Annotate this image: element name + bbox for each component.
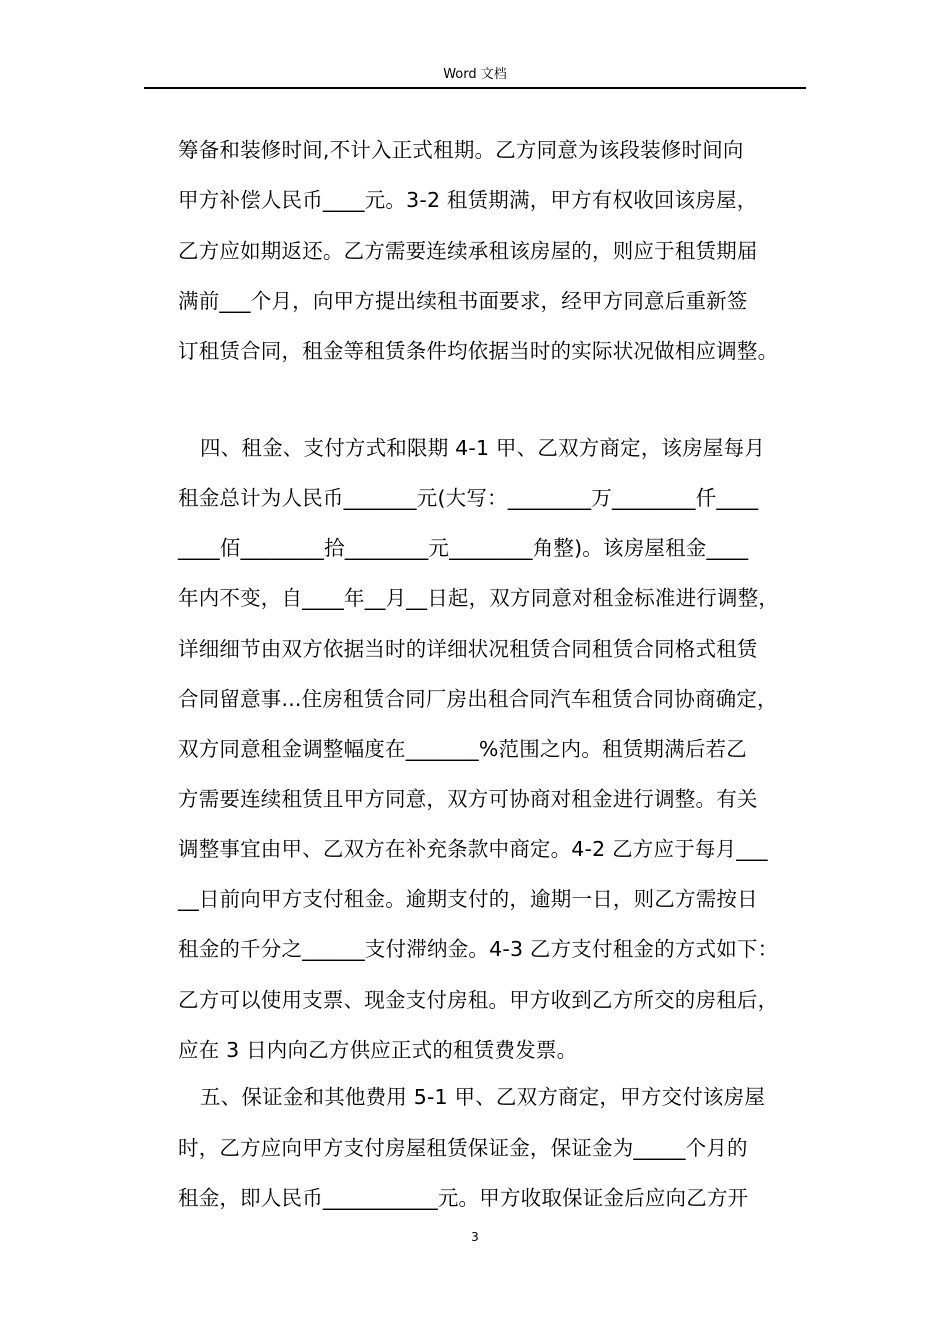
body-line: 详细细节由双方依据当时的详细状况租赁合同租赁合同格式租赁 xyxy=(178,637,758,661)
body-line: 乙方可以使用支票、现金支付房租。甲方收到乙方所交的房租后， xyxy=(178,988,779,1012)
body-line: ____佰________拾________元________角整)。该房屋租金____ xyxy=(178,536,749,560)
section-heading-line: 五、保证金和其他费用 5-1 甲、乙双方商定，甲方交付该房屋 xyxy=(200,1085,766,1109)
body-line: 方需要连续租赁且甲方同意，双方可协商对租金进行调整。有关 xyxy=(178,787,758,811)
body-line: 调整事宜由甲、乙双方在补充条款中商定。4-2 乙方应于每月___ xyxy=(178,837,768,861)
body-line: 筹备和装修时间,不计入正式租期。乙方同意为该段装修时间向 xyxy=(178,138,744,162)
body-line: __日前向甲方支付租金。逾期支付的，逾期一日，则乙方需按日 xyxy=(178,887,758,911)
body-line: 甲方补偿人民币____元。3-2 租赁期满，甲方有权收回该房屋， xyxy=(178,188,758,212)
page-number: 3 xyxy=(471,1230,479,1244)
body-line: 租金，即人民币___________元。甲方收取保证金后应向乙方开 xyxy=(178,1186,749,1210)
body-line: 租金的千分之______支付滞纳金。4-3 乙方支付租金的方式如下： xyxy=(178,937,779,961)
body-line: 年内不变，自____年__月__日起，双方同意对租金标准进行调整， xyxy=(178,586,780,610)
body-line: 租金总计为人民币_______元(大写：________万________仟____ xyxy=(178,486,759,510)
body-line: 时，乙方应向甲方支付房屋租赁保证金，保证金为_____个月的 xyxy=(178,1136,748,1160)
body-line: 订租赁合同，租金等租赁条件均依据当时的实际状况做相应调整。 xyxy=(178,339,779,363)
body-line: 合同留意事...住房租赁合同厂房出租合同汽车租赁合同协商确定， xyxy=(178,687,778,711)
section-heading-line: 四、租金、支付方式和限期 4-1 甲、乙双方商定，该房屋每月 xyxy=(200,436,766,460)
body-line: 应在 3 日内向乙方供应正式的租赁费发票。 xyxy=(178,1038,578,1062)
body-line: 满前___个月，向甲方提出续租书面要求，经甲方同意后重新签 xyxy=(178,289,748,313)
body-line: 双方同意租金调整幅度在_______%范围之内。租赁期满后若乙 xyxy=(178,737,747,761)
header-divider xyxy=(144,87,806,89)
page-header: Word 文档 xyxy=(443,67,507,82)
body-line: 乙方应如期返还。乙方需要连续承租该房屋的，则应于租赁期届 xyxy=(178,239,758,263)
